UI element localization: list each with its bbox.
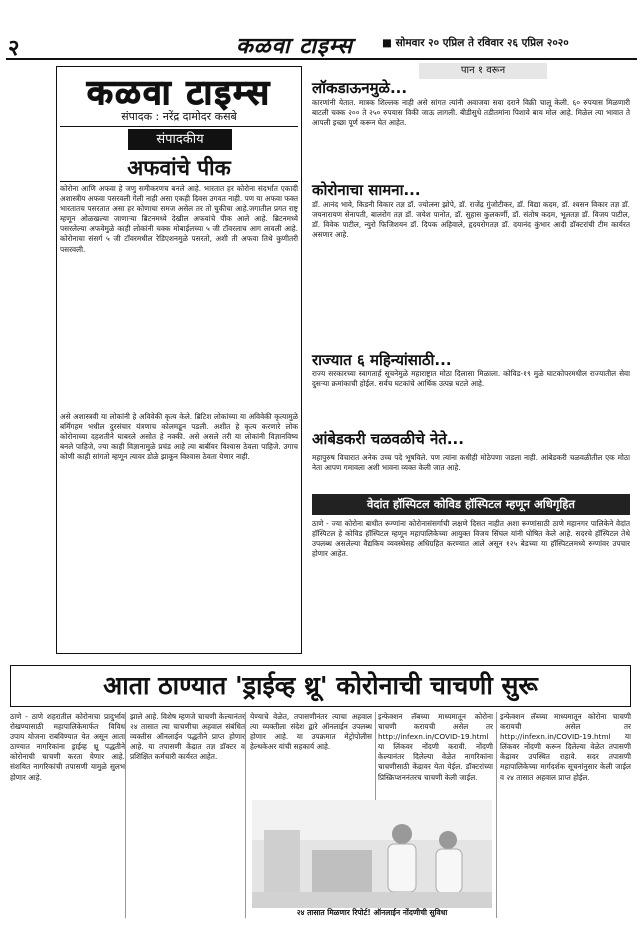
story-column-3: येण्याचे वेळेत, तपासणीनंतर त्याचा अहवाल त्या व्यक्तीला संदेश द्वारे ऑनलाईन उपलब्ध होणार आहे. या उपक्रमात मेट्रोपोलीस हेल्थकेअर यांची सहकार्य आहे.	[250, 712, 372, 752]
editorial-paragraph-1: कोरोना आणि अफवा हे जणु समीकरणच बनले आहे. भारतात हर कोरोना संदर्भात एकादी अशास्त्रीय अफवा पसरवली गेली नाही असा एकही दिवस उगवत नाही. पण या अफवा फक्त भारतातच पसरतात असा हर कोणाचा समज असेल तर तो चुकीचा आहे.जगातील प्रगत राष्ट्र म्हणून ओळखल्या जाणाऱ्या ब्रिटनमध्ये देखील अफवांचे पीक आले आहे. ब्रिटनमध्ये पसरलेल्या अफवेमुळे काही लोकांनी चक्क मोबाईलच्या ५ जी टॉवरलाच आग लावली आहे. कोरोनाचा संसर्ग ५ जी टॉवरमधील रेडिएशनमुळे पसरतो, अशी ती अफवा तिथे कुणीतरी पसरवली.	[60, 184, 298, 254]
section-text-ambedkar: महापुरुष विचारात अनेक उच्च पदे भूषविले. पण त्यांना कधीही मोठेपणा जडला नाही. आंबेडकरी चळवळीतील एक मोठा नेता आपण गमावला अशी भावना व्यक्त केली जात आहे.	[312, 453, 630, 473]
paper-logo-title: कळवा टाइम्स	[86, 73, 272, 113]
section-text-state: राज्य सरकारच्या स्वागतार्ह सूचनेमुळे महाराष्ट्रात मोठा दिलासा मिळाला. कोविड-१९ मुळे घाटकोपरमधील राज्यातील सेवा दुसऱ्या क्रमांकाची होईल. सर्वच घटकांचे आर्थिक उत्पन्न घटले आहे.	[312, 369, 630, 389]
feature-text: ठाणे - ज्या कोरोना बाधीत रूग्णांना कोरोनासंसर्गाची लक्षणे दिसत नाहीत अशा रूग्णांसाठी ठाणे महानगर पालिकेने वेदांत हॉस्पिटल हे कोविड हॉस्पिटल म्हणून महापालिकेच्या आयुक्त विजय सिंघल यांनी घोषित केले आहे. सदरचे हॉस्पिटल तेथे उपलब्ध असलेल्या वैद्यकिय व्यवस्थेसह अधिग्रहित करण्यात आले असून १२५ बेडच्या या हॉस्पिटलमध्ये रुग्णांवर उपचार होणार आहेत.	[312, 519, 630, 559]
divider	[60, 181, 298, 182]
header-rule	[6, 58, 637, 60]
editorial-headline: अफवांचे पीक	[127, 156, 231, 180]
column-divider	[496, 712, 497, 918]
story-column-1: ठाणे - ठाणे शहरातील कोरोनाचा प्रादुर्भाव रोखण्यासाठी महापालिकेमार्फत विविध उपाय योजना राबविण्यात येत असून आता ठाण्यात नागरिकांना ड्राईव्ह थ्रू पद्धतीने कोरोनाची चाचणी करता येणार आहे. संशयित नागरिकांची तपासणी यामुळे सुलभ होणार आहे.	[10, 712, 125, 782]
masthead-title: कळवा टाइम्स	[236, 34, 353, 59]
testing-photo	[252, 800, 492, 916]
section-heading-corona: कोरोनाचा सामना...	[312, 181, 421, 199]
issue-date: ■ सोमवार २० एप्रिल ते रविवार २६ एप्रिल २०२०	[382, 37, 569, 49]
page-number: २	[8, 36, 20, 61]
editorial-paragraph-2: असे अशास्त्रवी या लोकांनी हे अविवेकी कृत्य केले. ब्रिटिश लोकांच्या या अविवेकी कृत्यामुळे बर्मिंगहम भधील दुरसंचार यंत्रणाच कोलमडून पडली. अशीत हे कृत्य करणारे लोक कोरोनाच्या दहशतीने घाबरले असोत हे नक्की. असे असले तरी या लोकांनी विज्ञानविष्य बनले पाहिजे, ज्या काही विज्ञानामुळे प्रचंड आहे त्या बाबींवर विश्वास ठेवला पाहिजे. उगाच कोणी काही सांगतो म्हणून त्यावर डोळे झाकून विश्वास ठेवता येणार नाही.	[60, 412, 298, 462]
section-text-lockdown: कारणांनी येतात. मात्रक शिल्लक नाही असे सांगत त्यांनी अवाजवा सवा दराने विक्री चालू केली. ६० रुपयास मिळणारी बाटली चक्क २०० ते २५० रुपयास विकी जाऊ लागली. बीडीसुधे तडीतमांना पिशावे बाय मोल आहे. मिळेल त्या भावात ते आपली इच्छा पूर्ण करून घेत आहेत.	[312, 98, 630, 128]
column-divider	[125, 712, 126, 918]
section-heading-state: राज्यात ६ महिन्यांसाठी...	[312, 351, 452, 369]
divider	[60, 126, 298, 127]
bottom-headline: आता ठाण्यात 'ड्राईव्ह थ्रू' कोरोनाची चाचणी सुरू	[10, 665, 631, 707]
story-column-4: इन्फेक्शन लॅबच्या माध्यमातून कोरोना चाचणी करायची असेल तर http://infexn.in/COVID-19.html या लिंकवर नोंदणी करावी. नोंदणी केल्यानंतर दिलेल्या वेळेत नागरिकांना चाचणीसाठी केंद्रावर येता येईल. डॉक्टरांच्या प्रिस्क्रिप्शननंतरच चाचणी केली जाईल.	[378, 712, 493, 782]
column-divider	[245, 712, 246, 918]
story-column-2: झाले आहे. विशेष म्हणजे चाचणी केल्यानंतर २४ तासात त्या चाचणीचा अहवाल संबंधित व्यक्तीस ऑनलाईन पद्धतीने प्राप्त होणार आहे. या तपासणी केंद्रात तज्ञ डॉक्टर व प्रशिक्षित कर्मचारी कार्यरत आहेत.	[130, 712, 245, 762]
photo-caption: २४ तासात मिळणार रिपोर्ट! ऑनलाईन नोंदणीची सुविधा	[252, 908, 492, 918]
section-label: संपादकीय	[128, 129, 232, 150]
editor-credit: संपादक : नरेंद्र दामोदर कसबे	[121, 110, 237, 123]
section-heading-lockdown: लॉकडाऊनमुळे...	[312, 79, 408, 97]
continued-label: पान १ वरून	[419, 63, 547, 79]
story-column-5: इन्फेक्शन लॅब्च्या माध्यमातून कोरोना चाचणी करायची असेल तर http://infexn.in/COVID-19.html या लिंकवर नोंदणी करून दिलेल्या वेळेत तपासणी केंद्रावर उपस्थित राहावे. सदर तपासणी महापालिकेच्या मार्गदर्शक सूचनांनुसार केली जाईल व २४ तासात अहवाल प्राप्त होईल.	[500, 712, 631, 782]
section-text-corona: डॉ. आनंद भावे, किडनी विकार तज्ञ डॉ. ज्योत्स्ना झोपे, डॉ. राजेंद्र गुंजोटीकर, डॉ. विद्या कदम, डॉ. श्वसन विकार तज्ञ डॉ. जयनारायण सेनापती, बालरोग तज्ञ डॉ. जयेश पानोत, डॉ. सुहास कुलकर्णी, डॉ. संतोष कदम, भूलतज्ञ डॉ. विजय पाटील, डॉ. विवेक पाटील, न्युरो फिजिशयन डॉ. दिपक अहिवाले, हृदयरोगतज्ञ डॉ. दयानंद कुंभार आदी डॉक्टरांची टीम कार्यरत असणार आहे.	[312, 200, 630, 240]
feature-heading-bar: वेदांत हॉस्पिटल कोविड हॉस्पिटल म्हणून अधिगृहित	[312, 494, 630, 515]
section-heading-ambedkar: आंबेडकरी चळवळीचे नेते...	[312, 430, 464, 448]
